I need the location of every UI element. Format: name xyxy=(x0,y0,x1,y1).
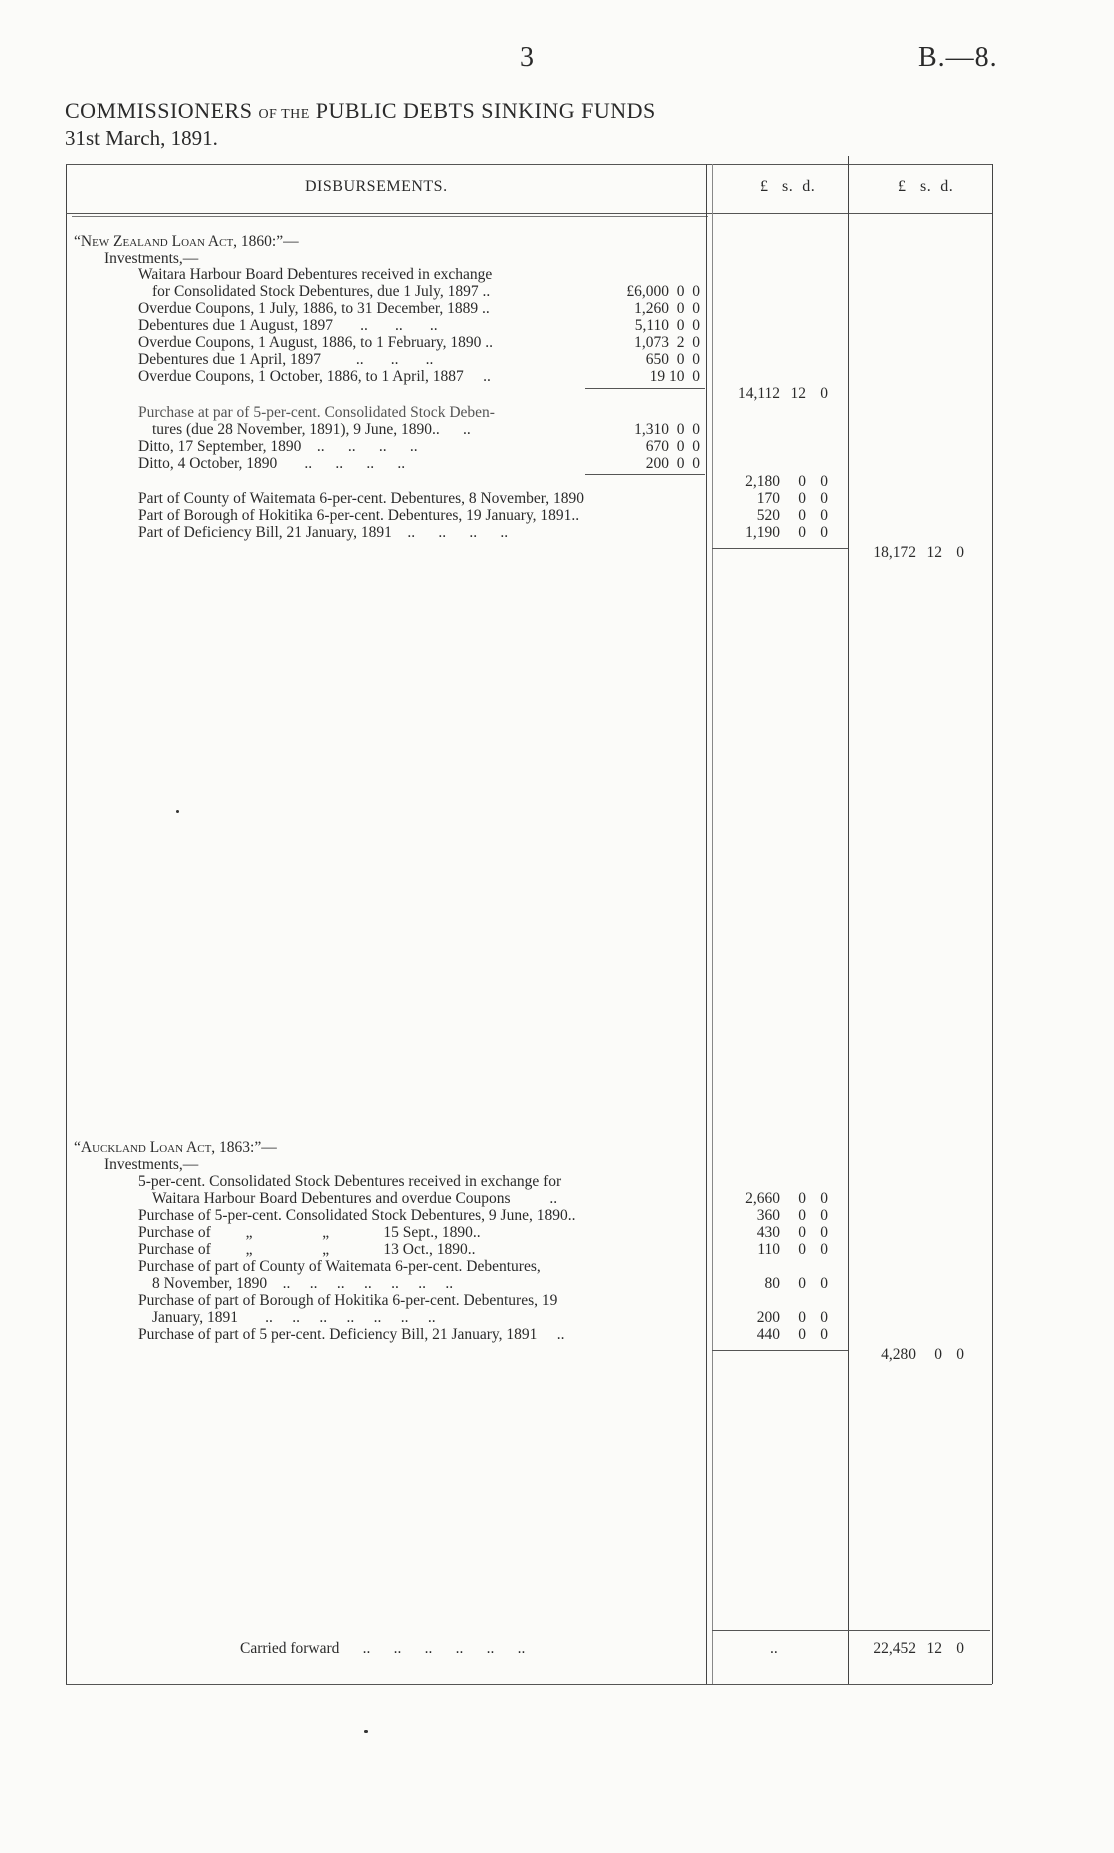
nz-investments-label: Investments,— xyxy=(104,250,199,267)
auckland-item-text: Waitara Harbour Board Debentures and overdue Coupons .. xyxy=(152,1190,558,1207)
pounds: 2,180 xyxy=(745,473,780,490)
auckland-item-text: Purchase of part of 5 per-cent. Deficiency Bill, 21 January, 1891 .. xyxy=(138,1326,565,1343)
auckland-item-amount xyxy=(716,1190,828,1207)
pounds: 110 xyxy=(757,1241,780,1258)
document-reference: B.—8. xyxy=(918,42,998,73)
column-header-amount-1: £ s. d. xyxy=(760,178,816,195)
nz-purchase-amount: 1,310 0 0 xyxy=(634,421,700,438)
carried-forward-label: Carried forward .. .. .. .. .. .. xyxy=(240,1640,526,1657)
nz-item-text: Overdue Coupons, 1 July, 1886, to 31 December, 1889 .. xyxy=(138,300,490,317)
shillings: 12 xyxy=(926,544,942,561)
shillings: 0 xyxy=(798,1190,806,1207)
pence: 0 xyxy=(820,1224,828,1241)
nz-section-total xyxy=(852,544,964,561)
auckland-item-amount xyxy=(716,1275,828,1292)
pounds: 200 xyxy=(756,1309,780,1326)
nz-subtotal-1 xyxy=(716,385,828,402)
pounds: 14,112 xyxy=(737,385,780,402)
auckland-item-text: Purchase of „ „ 15 Sept., 1890.. xyxy=(138,1224,481,1241)
pounds: 22,452 xyxy=(873,1640,916,1657)
auckland-item-text: 5-per-cent. Consolidated Stock Debentures received in exchange for xyxy=(138,1173,562,1190)
title-connector: OF THE xyxy=(258,107,310,122)
nz-item-text: for Consolidated Stock Debentures, due 1 July, 1897 .. xyxy=(152,283,491,300)
shillings: 0 xyxy=(798,1326,806,1343)
column-header-amount-2: £ s. d. xyxy=(898,178,954,195)
column-header-disbursements: DISBURSEMENTS. xyxy=(305,178,448,195)
pounds: 360 xyxy=(756,1207,780,1224)
pence: 0 xyxy=(820,1241,828,1258)
disbursements-table xyxy=(66,164,993,1684)
nz-item-text: Debentures due 1 April, 1897 .. .. .. xyxy=(138,351,434,368)
shillings: 0 xyxy=(798,473,806,490)
pence: 0 xyxy=(820,1326,828,1343)
carried-forward-rule xyxy=(712,1630,990,1631)
pence: 0 xyxy=(956,1346,964,1363)
nz-part-text: Part of Borough of Hokitika 6-per-cent. Debentures, 19 January, 1891.. xyxy=(138,507,580,524)
pounds: 170 xyxy=(756,490,780,507)
carried-forward-col1: .. xyxy=(770,1640,778,1657)
title-part-1: COMMISSIONERS xyxy=(65,98,253,123)
pounds: 4,280 xyxy=(881,1346,916,1363)
nz-purchase-text: Purchase at par of 5-per-cent. Consolidated Stock Deben- xyxy=(138,404,495,421)
title-part-2: PUBLIC DEBTS SINKING FUNDS xyxy=(315,98,656,123)
header-bottom-rule xyxy=(66,213,992,214)
shillings: 0 xyxy=(798,490,806,507)
nz-item-amount: 650 0 0 xyxy=(645,351,700,368)
nz-item-text: Debentures due 1 August, 1897 .. .. .. xyxy=(138,317,438,334)
pounds: 430 xyxy=(756,1224,780,1241)
shillings: 0 xyxy=(798,524,806,541)
scan-speck xyxy=(364,1730,368,1733)
column-divider-2 xyxy=(848,156,849,1684)
shillings: 0 xyxy=(934,1346,942,1363)
nz-item-amount: 19 10 0 xyxy=(649,368,700,385)
pounds: 1,190 xyxy=(745,524,780,541)
page-title xyxy=(65,98,656,124)
nz-part-text: Part of County of Waitemata 6-per-cent. Debentures, 8 November, 1890 xyxy=(138,490,585,507)
pence: 0 xyxy=(820,1190,828,1207)
pence: 0 xyxy=(820,524,828,541)
auckland-item-text: 8 November, 1890 .. .. .. .. .. .. .. xyxy=(152,1275,454,1292)
nz-purchase-text: Ditto, 17 September, 1890 .. .. .. .. xyxy=(138,438,418,455)
nz-part-amount xyxy=(716,507,828,524)
auckland-item-amount xyxy=(716,1326,828,1343)
pence: 0 xyxy=(820,490,828,507)
nz-item-amount: 1,260 0 0 xyxy=(634,300,700,317)
auckland-total-rule xyxy=(712,1350,848,1351)
pounds: 80 xyxy=(764,1275,780,1292)
shillings: 12 xyxy=(790,385,806,402)
shillings: 12 xyxy=(926,1640,942,1657)
nz-item-text: Overdue Coupons, 1 August, 1886, to 1 February, 1890 .. xyxy=(138,334,494,351)
nz-purchase-amount: 200 0 0 xyxy=(645,455,700,472)
pence: 0 xyxy=(820,1207,828,1224)
nz-subtotal-rule xyxy=(585,388,705,389)
nz-purchase-amount: 670 0 0 xyxy=(645,438,700,455)
column-divider-1 xyxy=(706,164,707,1684)
pounds: 18,172 xyxy=(873,544,916,561)
nz-item-amount: £6,000 0 0 xyxy=(626,283,700,300)
pounds: 440 xyxy=(756,1326,780,1343)
nz-item-text: Overdue Coupons, 1 October, 1886, to 1 April, 1887 .. xyxy=(138,368,491,385)
shillings: 0 xyxy=(798,1309,806,1326)
auckland-item-amount xyxy=(716,1207,828,1224)
pounds: 2,660 xyxy=(745,1190,780,1207)
table-top-rule xyxy=(66,164,992,165)
shillings: 0 xyxy=(798,507,806,524)
carried-forward-total xyxy=(852,1640,964,1657)
auckland-investments-label: Investments,— xyxy=(104,1156,199,1173)
pence: 0 xyxy=(956,544,964,561)
auckland-item-text: Purchase of part of County of Waitemata 6-per-cent. Debentures, xyxy=(138,1258,541,1275)
nz-subtotal-2 xyxy=(716,473,828,490)
nz-part-text: Part of Deficiency Bill, 21 January, 1891 .. .. .. .. xyxy=(138,524,509,541)
auckland-item-text: January, 1891 .. .. .. .. .. .. .. xyxy=(152,1309,436,1326)
pence: 0 xyxy=(820,473,828,490)
nz-item-amount: 5,110 0 0 xyxy=(634,317,700,334)
scan-speck xyxy=(176,810,179,813)
shillings: 0 xyxy=(798,1275,806,1292)
auckland-section-heading: “Auckland Loan Act, 1863:”— xyxy=(74,1139,277,1156)
pence: 0 xyxy=(956,1640,964,1657)
auckland-item-amount xyxy=(716,1224,828,1241)
auckland-item-text: Purchase of part of Borough of Hokitika 6-per-cent. Debentures, 19 xyxy=(138,1292,558,1309)
auckland-item-amount xyxy=(716,1309,828,1326)
nz-purchase-rule xyxy=(585,474,705,475)
pence: 0 xyxy=(820,1309,828,1326)
pounds: 520 xyxy=(756,507,780,524)
nz-part-amount xyxy=(716,524,828,541)
page-date: 31st March, 1891. xyxy=(65,126,218,150)
nz-purchase-text: Ditto, 4 October, 1890 .. .. .. .. xyxy=(138,455,406,472)
auckland-item-text: Purchase of „ „ 13 Oct., 1890.. xyxy=(138,1241,476,1258)
pence: 0 xyxy=(820,1275,828,1292)
auckland-section-total xyxy=(852,1346,964,1363)
pence: 0 xyxy=(820,385,828,402)
page-number: 3 xyxy=(520,42,534,73)
nz-part-amount xyxy=(716,490,828,507)
shillings: 0 xyxy=(798,1241,806,1258)
table-bottom-rule xyxy=(66,1684,992,1685)
nz-total-rule xyxy=(712,548,848,549)
nz-purchase-text: tures (due 28 November, 1891), 9 June, 1890.. .. xyxy=(152,421,471,438)
shillings: 0 xyxy=(798,1224,806,1241)
auckland-item-text: Purchase of 5-per-cent. Consolidated Stock Debentures, 9 June, 1890.. xyxy=(138,1207,576,1224)
nz-section-heading: “New Zealand Loan Act, 1860:”— xyxy=(74,233,299,250)
header-bottom-rule-2 xyxy=(72,216,708,217)
nz-item-amount: 1,073 2 0 xyxy=(634,334,700,351)
auckland-item-amount xyxy=(716,1241,828,1258)
column-divider-1b xyxy=(712,164,713,1684)
shillings: 0 xyxy=(798,1207,806,1224)
pence: 0 xyxy=(820,507,828,524)
nz-item-text: Waitara Harbour Board Debentures received in exchange xyxy=(138,266,493,283)
